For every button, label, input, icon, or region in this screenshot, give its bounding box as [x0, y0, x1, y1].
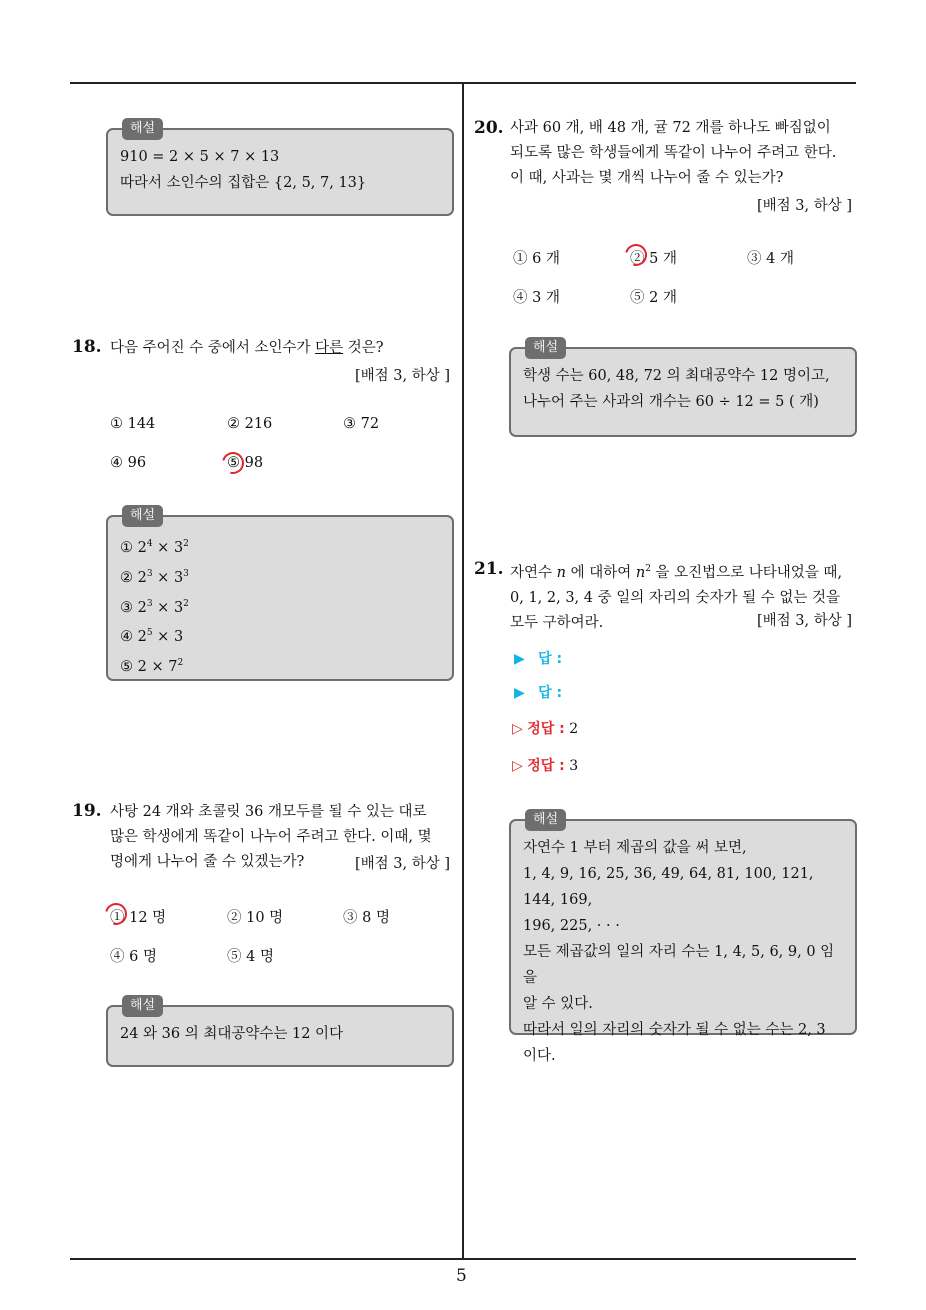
explanation-box-18	[106, 508, 454, 681]
option-18-4[interactable]: ④ 96	[110, 455, 147, 471]
play-icon: ▶	[514, 685, 525, 701]
explanation-tag: 해설	[122, 505, 163, 527]
option-19-5[interactable]: ⑤ 4 명	[227, 949, 274, 965]
explanation-line: ⑤ $2 \times 7^2$	[120, 658, 184, 676]
correct-value: 2	[569, 721, 579, 737]
option-18-2[interactable]: ② 216	[227, 416, 273, 432]
question-number-21: 21.	[474, 559, 504, 579]
explanation-line: 학생 수는 60, 48, 72 의 최대공약수 12 명이고,	[523, 368, 830, 384]
column-divider	[462, 84, 464, 1260]
play-outline-icon: ▷	[512, 758, 523, 774]
explanation-box-21	[509, 812, 857, 1064]
correct-value: 3	[569, 758, 579, 774]
explanation-line: ① $2^4 \times 3^2$	[120, 539, 189, 556]
explanation-line: 196, 225, · · ·	[523, 918, 620, 934]
selected-answer-mark	[218, 448, 248, 478]
play-icon: ▶	[514, 651, 525, 667]
option-20-4[interactable]: ④ 3 개	[513, 290, 560, 306]
option-20-2[interactable]: ② 5 개	[630, 251, 677, 267]
option-19-3[interactable]: ③ 8 명	[343, 910, 390, 926]
page-number: 5	[456, 1266, 467, 1286]
explanation-tag: 해설	[525, 809, 566, 831]
correct-label: 정답 :	[527, 721, 565, 737]
option-20-1[interactable]: ① 6 개	[513, 251, 560, 267]
option-18-1[interactable]: ① 144	[110, 416, 156, 432]
answer-row-2	[514, 682, 562, 702]
explanation-line: 나누어 주는 사과의 개수는 60 ÷ 12 = 5 ( 개)	[523, 394, 819, 410]
score-meta-18: [배점 3, 하상 ]	[354, 368, 450, 384]
option-18-3[interactable]: ③ 72	[343, 416, 380, 432]
explanation-line: ③ $2^3 \times 3^2$	[120, 598, 189, 616]
play-outline-icon: ▷	[512, 721, 523, 737]
question-text-20: 사과 60 개, 배 48 개, 귤 72 개를 하나도 빠짐없이 되도록 많은 학생들에게 똑같이 나누어 주려고 한다. 이 때, 사과는 몇 개씩 나누어 줄 수 있는가?	[510, 120, 837, 186]
explanation-line: 자연수 1 부터 제곱의 값을 써 보면,	[523, 840, 747, 856]
question-text-18: 다음 주어진 수 중에서 소인수가 다른 것은?	[110, 340, 384, 356]
answer-row-1	[514, 648, 562, 668]
question-number-20: 20.	[474, 118, 504, 138]
score-meta-21: [배점 3, 하상 ]	[756, 613, 852, 629]
explanation-box-20	[509, 340, 857, 437]
correct-label: 정답 :	[527, 758, 565, 774]
option-18-5[interactable]: ⑤ 98	[227, 455, 264, 471]
question-number-19: 19.	[72, 801, 102, 821]
explanation-tag: 해설	[525, 337, 566, 359]
explanation-line: 910 = 2 × 5 × 7 × 13	[120, 149, 280, 165]
explanation-line: 따라서 일의 자리의 숫자가 될 수 없는 수는 2, 3	[523, 1022, 826, 1038]
question-text-21: 자연수 n 에 대하여 $n^2$ 을 오진법으로 나타내었을 때, 0, 1, 2, 3, 4 중 일의 자리의 숫자가 될 수 없는 것을 모두 구하여라.	[510, 564, 843, 631]
bottom-rule	[70, 1258, 856, 1260]
score-meta-20: [배점 3, 하상 ]	[756, 198, 852, 214]
explanation-box-17	[106, 121, 454, 216]
explanation-line: 1, 4, 9, 16, 25, 36, 49, 64, 81, 100, 121, 144, 169,	[523, 866, 814, 908]
option-19-2[interactable]: ② 10 명	[227, 910, 284, 926]
explanation-line: 24 와 36 의 최대공약수는 12 이다	[120, 1026, 344, 1042]
question-text-19: 사탕 24 개와 초콜릿 36 개모두를 될 수 있는 대로 많은 학생에게 똑같이 나누어 주려고 한다. 이때, 몇 명에게 나누어 줄 수 있겠는가?	[110, 804, 432, 870]
answer-label: 답 :	[538, 651, 563, 667]
explanation-line: 모든 제곱값의 일의 자리 수는 1, 4, 5, 6, 9, 0 임을	[523, 944, 835, 986]
option-19-4[interactable]: ④ 6 명	[110, 949, 157, 965]
explanation-line: 알 수 있다.	[523, 996, 593, 1012]
explanation-line: 따라서 소인수의 집합은 {2, 5, 7, 13}	[120, 175, 367, 191]
option-20-3[interactable]: ③ 4 개	[747, 251, 794, 267]
explanation-line: 이다.	[523, 1048, 556, 1064]
explanation-tag: 해설	[122, 118, 163, 140]
explanation-tag: 해설	[122, 995, 163, 1017]
answer-label: 답 :	[538, 685, 563, 701]
option-20-5[interactable]: ⑤ 2 개	[630, 290, 677, 306]
explanation-box-19	[106, 998, 454, 1067]
option-19-1[interactable]: ① 12 명	[110, 910, 167, 926]
correct-answer-row-1	[512, 718, 578, 738]
question-number-18: 18.	[72, 337, 102, 357]
explanation-line: ④ $2^5 \times 3$	[120, 628, 184, 646]
explanation-line: ② $2^3 \times 3^3$	[120, 568, 189, 586]
score-meta-19: [배점 3, 하상 ]	[354, 856, 450, 872]
correct-answer-row-2	[512, 755, 578, 775]
